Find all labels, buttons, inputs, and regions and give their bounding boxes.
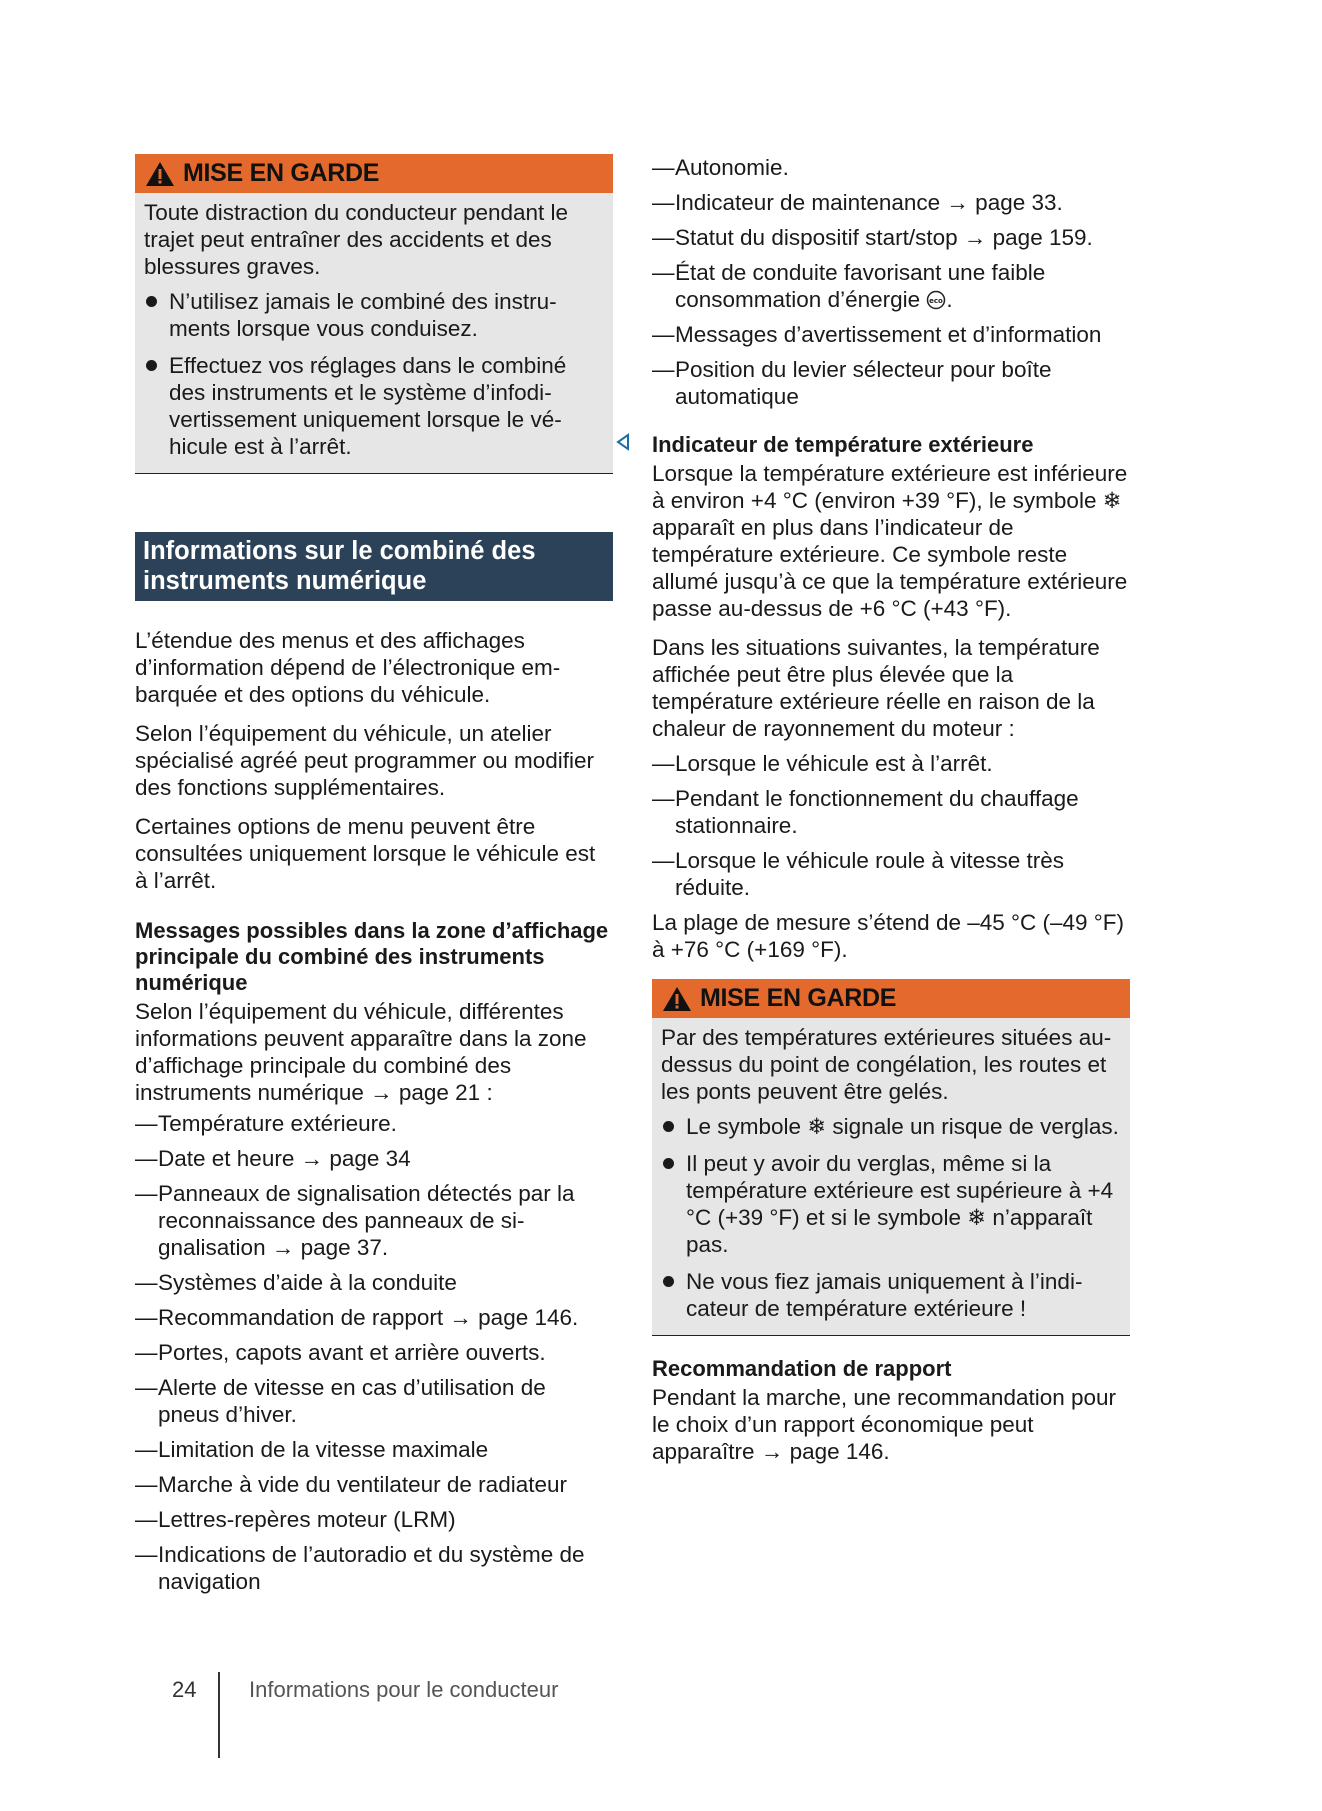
paragraph: Certaines options de menu peuvent être consultées uniquement lorsque le véhicule est à l’arrêt.: [135, 814, 596, 893]
snowflake-icon: ❄: [807, 1114, 827, 1139]
paragraph: Selon l’équipement du véhicule, un atelier spécialisé agréé peut programmer ou modifier des fonctions supplémentaires.: [135, 721, 594, 800]
paragraph: Dans les situations suivantes, la température affichée peut être plus élevée que la température extérieure réelle en raison de la chaleur de rayonnement du moteur :: [652, 635, 1100, 741]
list-item: — Autonomie.: [652, 155, 789, 180]
warning-bullet: Le symbole ❄ signale un risque de verglas.: [661, 1113, 1120, 1140]
eco-icon: [926, 290, 946, 310]
snowflake-icon: ❄: [967, 1205, 987, 1230]
list-item: — Messages d’avertissement et d’information: [652, 322, 1102, 347]
list-item: — Indicateur de maintenance → page 33.: [652, 190, 1063, 215]
list-item: — Indications de l’autoradio et du système de navigation: [135, 1542, 585, 1594]
list-item: — Statut du dispositif start/stop → page 159.: [652, 225, 1093, 250]
list-item: — Lorsque le véhicule est à l’arrêt.: [652, 751, 993, 776]
warning-triangle-icon: [145, 161, 175, 187]
right-column: [652, 154, 1130, 1477]
list-item: — Position du levier sélecteur pour boîte automatique: [652, 357, 1052, 409]
subheading: Messages possibles dans la zone d’affichage principale du combiné des instruments numérique: [135, 918, 609, 995]
list-item: — Pendant le fonctionnement du chauffage stationnaire.: [652, 786, 1079, 838]
warning-bullet: Il peut y avoir du verglas, même si la température extérieure est supérieure à +4 °C (+39 °F) et si le symbole ❄ n’apparaît pas.: [661, 1150, 1120, 1258]
list-item: — Date et heure → page 34: [135, 1146, 411, 1171]
list-item: — État de conduite favorisant une faible consommation d’énergie eco .: [652, 260, 1046, 312]
warning-title: MISE EN GARDE: [183, 159, 380, 187]
end-of-section-icon: [615, 433, 631, 451]
warning-header: [135, 154, 613, 193]
warning-box: [135, 154, 613, 474]
snowflake-icon: ❄: [1102, 488, 1122, 513]
gear-heading: Recommandation de rapport: [652, 1356, 952, 1381]
page-number: 24: [172, 1677, 197, 1702]
warning-bullet: Effectuez vos réglages dans le combiné des instruments et le système d’infodivertissement uniquement lorsque le véhicule est à l’arrêt.: [144, 352, 603, 460]
list-item: — Systèmes d’aide à la conduite: [135, 1270, 457, 1295]
section-title: Informations sur le combiné des instruments numérique: [135, 532, 613, 601]
paragraph: L’étendue des menus et des affichages d’information dépend de l’électronique embarquée et des options du véhicule.: [135, 628, 561, 707]
paragraph: Lorsque la température extérieure est inférieure à environ +4 °C (environ +39 °F), le symbole ❄ apparaît en plus dans l’indicateur de température extérieure. Ce symbole reste allumé jusqu’à ce que la température extérieure passe au-dessus de +6 °C (+43 °F).: [652, 461, 1128, 621]
warning-bullet: N’utilisez jamais le combiné des instruments lorsque vous conduisez.: [144, 288, 603, 342]
footer-section-title: Informations pour le conducteur: [249, 1677, 559, 1702]
list-item: — Température extérieure.: [135, 1111, 397, 1136]
list-item: — Limitation de la vitesse maximale: [135, 1437, 489, 1462]
list-item: — Panneaux de signalisation détectés par la reconnaissance des panneaux de signalisation → page 37.: [135, 1181, 575, 1260]
list-item: — Recommandation de rapport → page 146.: [135, 1305, 579, 1330]
list-item: — Lettres-repères moteur (LRM): [135, 1507, 456, 1532]
svg-text:eco: eco: [929, 297, 944, 305]
list-item: — Lorsque le véhicule roule à vitesse très réduite.: [652, 848, 1064, 900]
paragraph: La plage de mesure s’étend de –45 °C (–49 °F) à +76 °C (+169 °F).: [652, 910, 1125, 962]
warning-intro: Toute distraction du conducteur pendant le trajet peut entraîner des accidents et des blessures graves.: [144, 200, 569, 279]
warning-box: [652, 979, 1130, 1336]
list-item: — Portes, capots avant et arrière ouverts.: [135, 1340, 546, 1365]
footer-divider: [218, 1672, 220, 1758]
sub-intro: Selon l’équipement du véhicule, différentes informations peuvent apparaître dans la zone d’affichage principale du combiné des instruments numérique → page 21 :: [135, 999, 587, 1105]
warning-bullet: Ne vous fiez jamais uniquement à l’indicateur de température extérieure !: [661, 1268, 1120, 1322]
list-item: — Marche à vide du ventilateur de radiateur: [135, 1472, 567, 1497]
warning-intro: Par des températures extérieures situées au-dessus du point de congélation, les routes et les ponts peuvent être gelés.: [661, 1025, 1112, 1104]
list-item: — Alerte de vitesse en cas d’utilisation de pneus d’hiver.: [135, 1375, 546, 1427]
left-column: [135, 154, 613, 1603]
temperature-heading: Indicateur de température extérieure: [652, 432, 1034, 457]
warning-title: MISE EN GARDE: [700, 984, 897, 1012]
warning-triangle-icon: [662, 986, 692, 1012]
paragraph: Pendant la marche, une recommandation pour le choix d’un rapport économique peut apparaître → page 146.: [652, 1385, 1117, 1464]
warning-header: [652, 979, 1130, 1018]
